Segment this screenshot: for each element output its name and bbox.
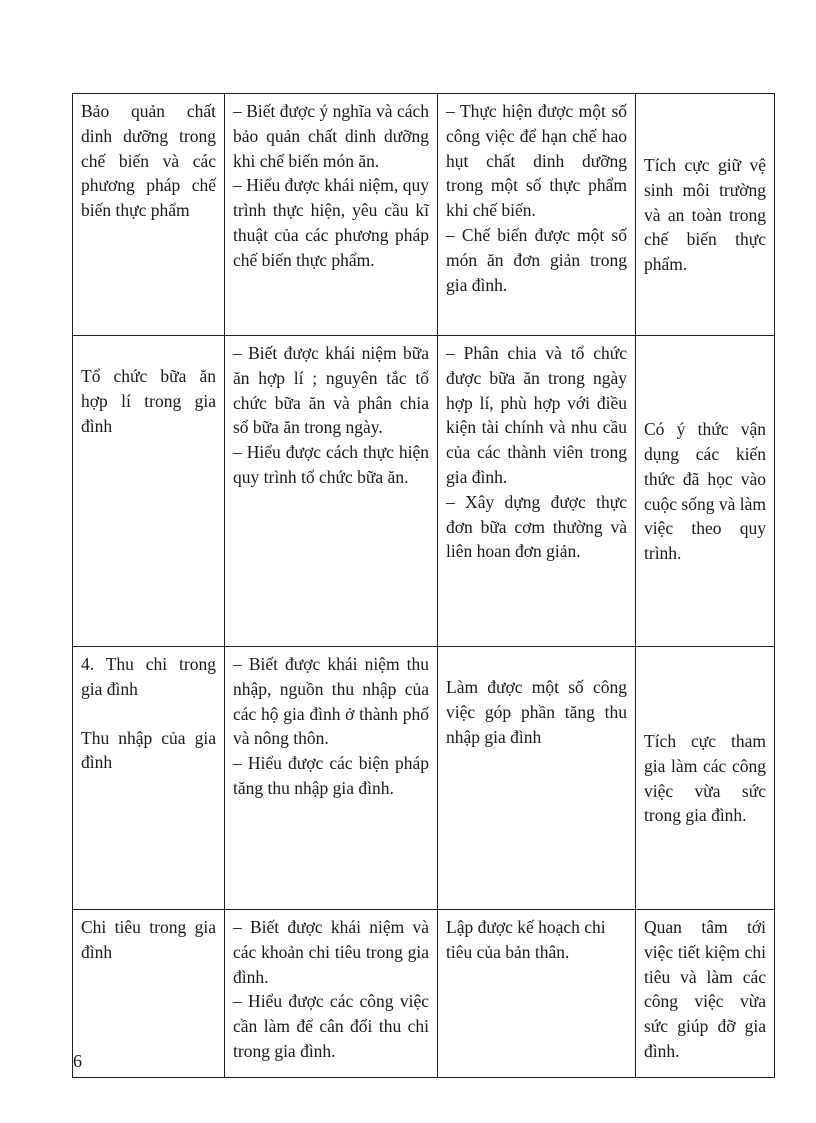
skills-cell bbox=[438, 336, 636, 647]
page-number: 6 bbox=[73, 1051, 82, 1071]
knowledge-item: – Biết được khái niệm thu nhập, nguồn thu nhập của các hộ gia đình ở thành phố và nông thôn. bbox=[233, 654, 429, 749]
attitude-cell bbox=[636, 336, 775, 647]
table-row bbox=[73, 910, 775, 1078]
knowledge-item: – Biết được khái niệm và các khoản chi tiêu trong gia đình. bbox=[233, 917, 429, 987]
topic-text: Chi tiêu trong gia đình bbox=[81, 917, 216, 962]
knowledge-cell bbox=[225, 910, 438, 1078]
knowledge-item: – Hiểu được các công việc cần làm để cân đối thu chi trong gia đình. bbox=[233, 991, 429, 1061]
knowledge-cell bbox=[225, 336, 438, 647]
knowledge-item: – Biết được khái niệm bữa ăn hợp lí ; nguyên tắc tổ chức bữa ăn và phân chia số bữa ăn trong ngày. bbox=[233, 343, 429, 438]
attitude-text: Có ý thức vận dụng các kiến thức đã học vào cuộc sống và làm việc theo quy trình. bbox=[644, 419, 766, 564]
table-row bbox=[73, 647, 775, 910]
topic-cell bbox=[73, 94, 225, 336]
skills-cell bbox=[438, 94, 636, 336]
topic-text: Thu nhập của gia đình bbox=[81, 727, 216, 773]
skills-item: – Xây dựng được thực đơn bữa cơm thường và liên hoan đơn giản. bbox=[446, 491, 627, 562]
knowledge-cell bbox=[225, 647, 438, 910]
knowledge-item: – Biết được ý nghĩa và cách bảo quản chất dinh dưỡng khi chế biến món ăn. bbox=[233, 101, 429, 171]
attitude-text: Quan tâm tới việc tiết kiệm chi tiêu và làm các công việc vừa sức giúp đỡ gia đình. bbox=[644, 917, 766, 1061]
table-row bbox=[73, 336, 775, 647]
attitude-cell bbox=[636, 910, 775, 1078]
knowledge-item: – Hiểu được khái niệm, quy trình thực hiện, yêu cầu kĩ thuật của các phương pháp chế biến thực phẩm. bbox=[233, 175, 429, 270]
attitude-text: Tích cực tham gia làm các công việc vừa sức trong gia đình. bbox=[644, 730, 766, 826]
topic-text: Bảo quản chất dinh dưỡng trong chế biến và các phương pháp chế biến thực phẩm bbox=[81, 101, 216, 221]
topic-text: Tổ chức bữa ăn hợp lí trong gia đình bbox=[81, 366, 216, 436]
topic-cell bbox=[73, 647, 225, 910]
skills-item: Lập được kế hoạch chi tiêu của bản thân. bbox=[446, 917, 606, 962]
attitude-cell bbox=[636, 94, 775, 336]
topic-cell bbox=[73, 910, 225, 1078]
attitude-text: Tích cực giữ vệ sinh môi trường và an toàn trong chế biến thực phẩm. bbox=[644, 155, 766, 275]
knowledge-cell bbox=[225, 94, 438, 336]
table-row bbox=[73, 94, 775, 336]
curriculum-table bbox=[72, 93, 775, 1078]
attitude-cell bbox=[636, 647, 775, 910]
section-heading: 4. Thu chi trong gia đình bbox=[81, 654, 216, 699]
skills-item: Làm được một số công việc góp phần tăng thu nhập gia đình bbox=[446, 677, 627, 747]
skills-item: – Chế biến được một số món ăn đơn giản trong gia đình. bbox=[446, 224, 627, 295]
knowledge-item: – Hiểu được các biện pháp tăng thu nhập gia đình. bbox=[233, 753, 429, 798]
skills-item: – Thực hiện được một số công việc để hạn chế hao hụt chất dinh dưỡng trong một số thực phẩm khi chế biến. bbox=[446, 101, 627, 221]
skills-cell bbox=[438, 910, 636, 1078]
knowledge-item: – Hiểu được cách thực hiện quy trình tổ chức bữa ăn. bbox=[233, 442, 429, 487]
skills-cell bbox=[438, 647, 636, 910]
skills-item: – Phân chia và tổ chức được bữa ăn trong ngày hợp lí, phù hợp với điều kiện tài chính và nhu cầu của các thành viên trong gia đình. bbox=[446, 343, 627, 487]
topic-cell bbox=[73, 336, 225, 647]
